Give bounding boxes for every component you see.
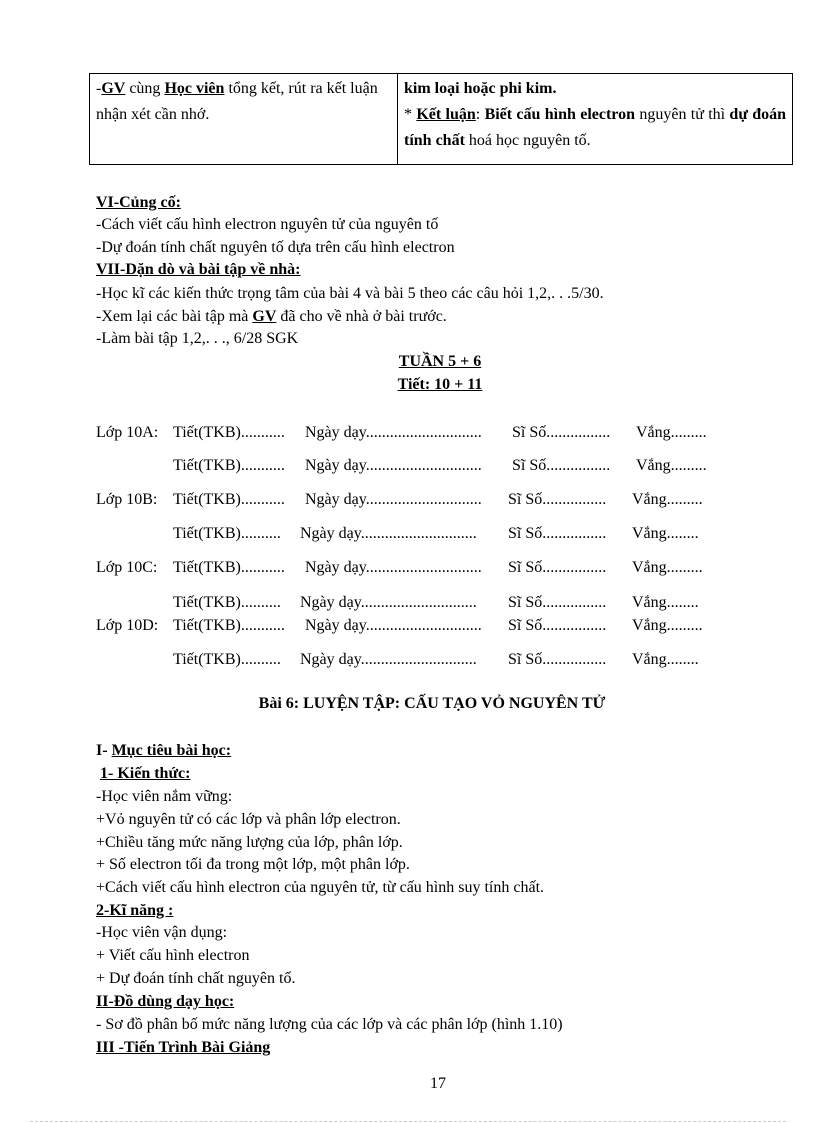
- gv-label: GV: [252, 308, 277, 325]
- section-heading-dan-do: VII-Dặn dò và bài tập về nhà:: [96, 261, 301, 278]
- section-heading-lesson-process: III -Tiến Trình Bài Giảng: [96, 1039, 271, 1056]
- vang-field: Vắng........: [632, 651, 699, 668]
- class-label: Lớp 10A:: [96, 424, 159, 441]
- siso-field: Sĩ Số................: [508, 525, 607, 542]
- vang-field: Vắng.........: [636, 424, 707, 441]
- ngay-field: Ngày dạy.............................: [305, 424, 482, 441]
- vang-field: Vắng.........: [636, 457, 707, 474]
- ngay-field: Ngày dạy.............................: [305, 617, 482, 634]
- siso-field: Sĩ Số................: [508, 594, 607, 611]
- prefix-text: -: [96, 80, 102, 97]
- siso-field: Sĩ Số................: [508, 559, 607, 576]
- tiet-field: Tiết(TKB)..........: [173, 525, 281, 542]
- page-number: 17: [430, 1075, 446, 1092]
- siso-field: Sĩ Số................: [508, 617, 607, 634]
- teacher-activity-cell: [90, 74, 398, 165]
- lesson-title: Bài 6: LUYỆN TẬP: CẤU TẠO VỎ NGUYÊN TỬ: [258, 695, 606, 712]
- ngay-field: Ngày dạy.............................: [305, 559, 482, 576]
- vang-field: Vắng........: [632, 594, 699, 611]
- text: cùng: [125, 80, 165, 97]
- content-cell: [398, 74, 793, 165]
- siso-field: Sĩ Số................: [508, 491, 607, 508]
- tiet-field: Tiết(TKB)...........: [173, 491, 285, 508]
- list-item: -Học kĩ các kiến thức trọng tâm của bài 4 và bài 5 theo các câu hỏi 1,2,. . .5/30.: [96, 285, 604, 302]
- week-title: TUẦN 5 + 6: [398, 353, 482, 370]
- list-item: + Dự đoán tính chất nguyên tố.: [96, 970, 296, 987]
- section-heading-objectives: I- Mục tiêu bài học:: [96, 742, 232, 759]
- tiet-field: Tiết(TKB)..........: [173, 651, 281, 668]
- list-item: + Viết cấu hình electron: [96, 947, 250, 964]
- content-line: kim loại hoặc phi kim.: [404, 80, 557, 97]
- class-label: Lớp 10B:: [96, 491, 158, 508]
- ket-luan-label: Kết luận: [416, 106, 476, 123]
- tiet-field: Tiết(TKB)...........: [173, 457, 285, 474]
- list-item: -Xem lại các bài tập mà GV đã cho về nhà ở bài trước.: [96, 308, 447, 325]
- list-item: + Số electron tối đa trong một lớp, một phân lớp.: [96, 856, 410, 873]
- page-edge-divider: [30, 1121, 786, 1122]
- siso-field: Sĩ Số................: [512, 457, 611, 474]
- class-label: Lớp 10C:: [96, 559, 158, 576]
- vang-field: Vắng.........: [632, 559, 703, 576]
- section-heading-teaching-aids: II-Đồ dùng dạy học:: [96, 993, 235, 1010]
- list-item: -Học viên vận dụng:: [96, 924, 228, 941]
- ngay-field: Ngày dạy.............................: [300, 525, 477, 542]
- gv-label: GV: [101, 80, 126, 97]
- list-item: +Vỏ nguyên tử có các lớp và phân lớp electron.: [96, 811, 401, 828]
- list-item: -Cách viết cấu hình electron nguyên tử của nguyên tố: [96, 216, 439, 233]
- period-title: Tiết: 10 + 11: [397, 376, 483, 393]
- list-item: - Sơ đồ phân bố mức năng lượng của các lớp và các phân lớp (hình 1.10): [96, 1016, 563, 1033]
- list-item: -Dự đoán tính chất nguyên tố dựa trên cấu hình electron: [96, 239, 455, 256]
- tiet-field: Tiết(TKB)...........: [173, 617, 285, 634]
- table-row: [90, 74, 793, 165]
- vang-field: Vắng.........: [632, 491, 703, 508]
- list-item: -Học viên nắm vững:: [96, 788, 233, 805]
- subheading-skills: 2-Kĩ năng :: [96, 902, 174, 919]
- ngay-field: Ngày dạy.............................: [305, 491, 482, 508]
- conclusion-text: * Kết luận: Biết cấu hình electron nguyên tử thì dự đoán tính chất hoá học nguyên tố.: [404, 106, 787, 149]
- list-item: -Làm bài tập 1,2,. . ., 6/28 SGK: [96, 330, 299, 347]
- tiet-field: Tiết(TKB)...........: [173, 559, 285, 576]
- ngay-field: Ngày dạy.............................: [300, 651, 477, 668]
- class-label: Lớp 10D:: [96, 617, 159, 634]
- text: tổng kết, rút ra kết luận nhận xét cần nhớ.: [96, 80, 378, 123]
- section-heading-cung-co: VI-Củng cố:: [96, 194, 181, 211]
- vang-field: Vắng.........: [632, 617, 703, 634]
- hoc-vien-label: Học viên: [164, 80, 225, 97]
- siso-field: Sĩ Số................: [512, 424, 611, 441]
- tiet-field: Tiết(TKB)...........: [173, 424, 285, 441]
- subheading-knowledge: 1- Kiến thức:: [100, 765, 191, 782]
- tiet-field: Tiết(TKB)..........: [173, 594, 281, 611]
- lesson-activity-table: [89, 73, 793, 165]
- list-item: +Chiều tăng mức năng lượng của lớp, phân lớp.: [96, 834, 403, 851]
- vang-field: Vắng........: [632, 525, 699, 542]
- ngay-field: Ngày dạy.............................: [300, 594, 477, 611]
- list-item: +Cách viết cấu hình electron của nguyên tử, từ cấu hình suy tính chất.: [96, 879, 545, 896]
- ngay-field: Ngày dạy.............................: [305, 457, 482, 474]
- siso-field: Sĩ Số................: [508, 651, 607, 668]
